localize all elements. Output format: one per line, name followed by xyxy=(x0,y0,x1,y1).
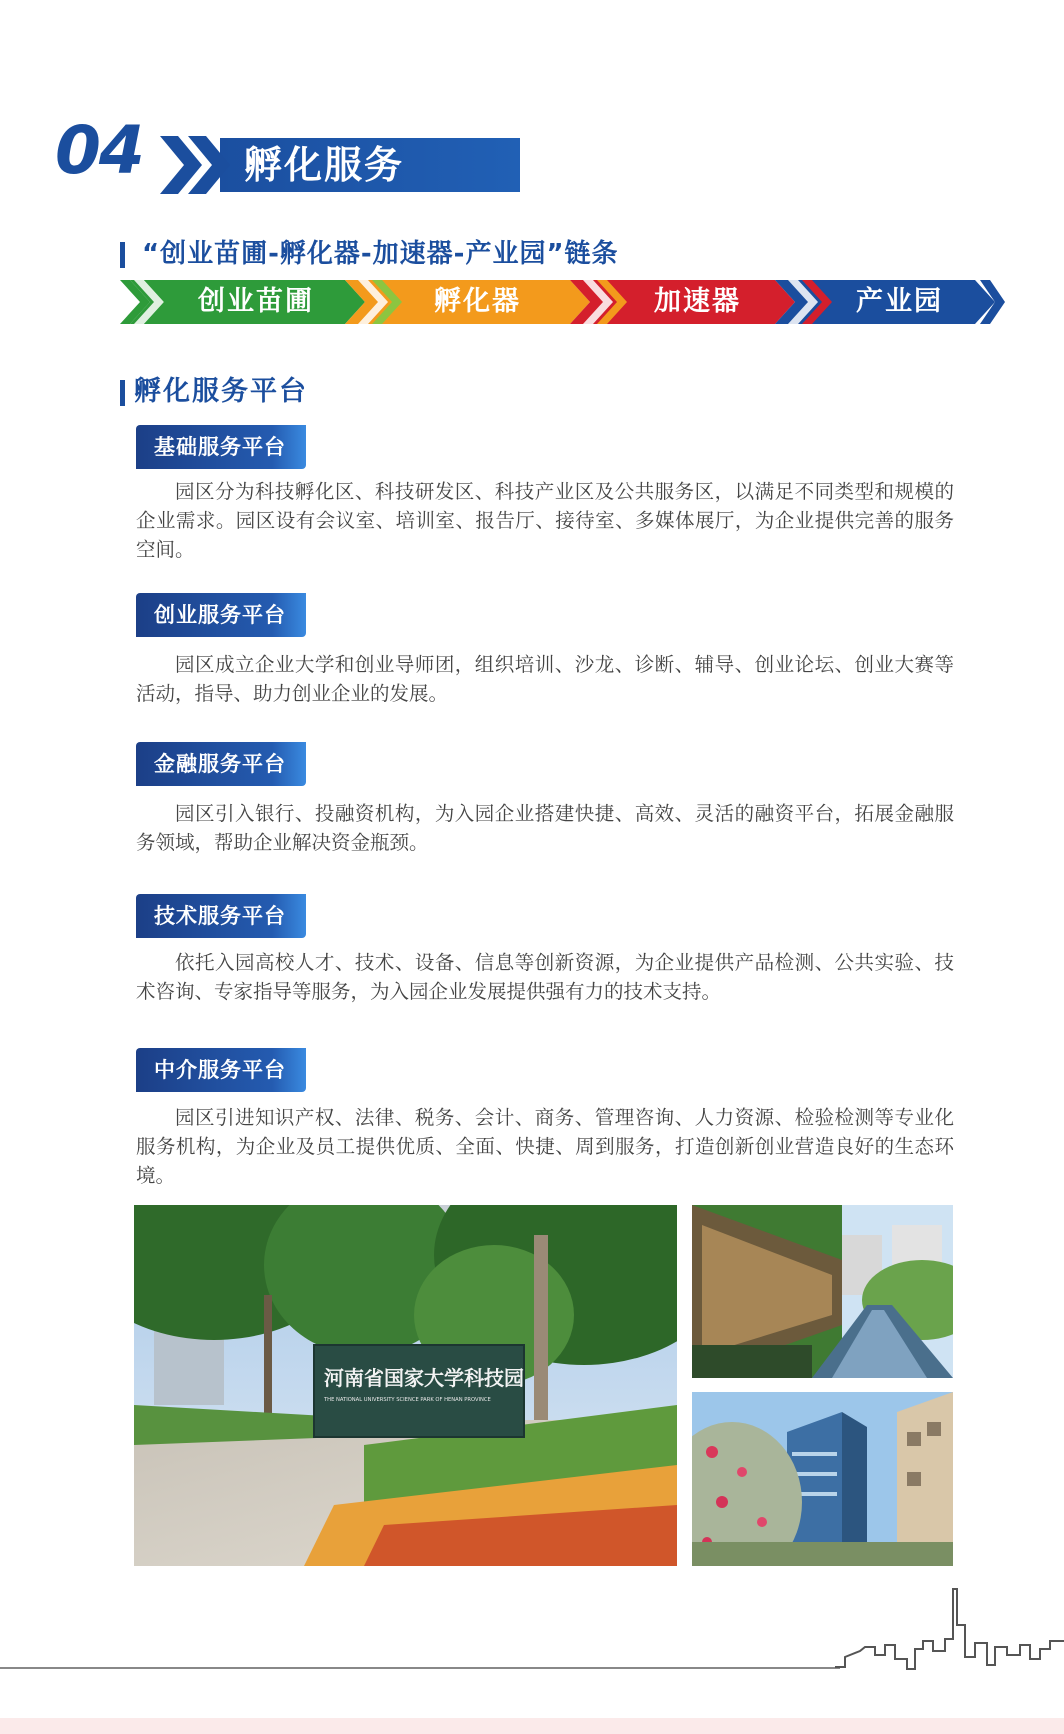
park-sign-text: 河南省国家大学科技园 xyxy=(324,1366,524,1390)
chain-step-4: 产业园 xyxy=(856,286,943,317)
double-chevron-icon xyxy=(160,136,240,194)
platform-text-tech: 依托入园高校人才、技术、设备、信息等创新资源，为企业提供产品检测、公共实验、技术咨询、专家指导等服务，为入园企业发展提供强有力的技术支持。 xyxy=(136,951,954,1003)
chain-step-3: 加速器 xyxy=(654,286,741,317)
platform-tag-tech: 技术服务平台 xyxy=(136,894,306,938)
chain-title-marker xyxy=(120,242,125,268)
platform-tag-agency: 中介服务平台 xyxy=(136,1048,306,1092)
photo-buildings xyxy=(692,1392,953,1566)
chain-step-2: 孵化器 xyxy=(434,286,521,317)
chain-step-1: 创业苗圃 xyxy=(198,286,314,317)
section-number: 04 xyxy=(55,112,143,189)
platform-tag-basic: 基础服务平台 xyxy=(136,425,306,469)
platform-text-agency: 园区引进知识产权、法律、税务、会计、商务、管理咨询、人力资源、检验检测等专业化服务机构，为企业及员工提供优质、全面、快捷、周到服务，打造创新创业营造良好的生态环境。 xyxy=(136,1106,954,1187)
platform-text-finance: 园区引入银行、投融资机构，为入园企业搭建快捷、高效、灵活的融资平台，拓展金融服务领域，帮助企业解决资金瓶颈。 xyxy=(136,802,954,854)
section-title: 孵化服务 xyxy=(244,143,405,187)
platform-title-marker xyxy=(120,380,125,406)
footer-strip xyxy=(0,1718,1064,1734)
park-sign-subtext: THE NATIONAL UNIVERSITY SCIENCE PARK OF HENAN PROVINCE xyxy=(324,1397,491,1403)
chain-title: “创业苗圃-孵化器-加速器-产业园”链条 xyxy=(142,239,619,269)
bottom-divider xyxy=(0,1667,840,1669)
platform-tag-finance: 金融服务平台 xyxy=(136,742,306,786)
photo-park-sign xyxy=(134,1205,677,1566)
platform-tag-startup: 创业服务平台 xyxy=(136,593,306,637)
city-skyline-icon xyxy=(835,1585,1064,1675)
platform-text-startup: 园区成立企业大学和创业导师团，组织培训、沙龙、诊断、辅导、创业论坛、创业大赛等活动，指导、助力创业企业的发展。 xyxy=(136,653,954,705)
platform-text-basic: 园区分为科技孵化区、科技研发区、科技产业区及公共服务区，以满足不同类型和规模的企业需求。园区设有会议室、培训室、报告厅、接待室、多媒体展厅，为企业提供完善的服务空间。 xyxy=(136,480,954,561)
photo-walkway xyxy=(692,1205,953,1378)
platform-title: 孵化服务平台 xyxy=(134,376,308,407)
